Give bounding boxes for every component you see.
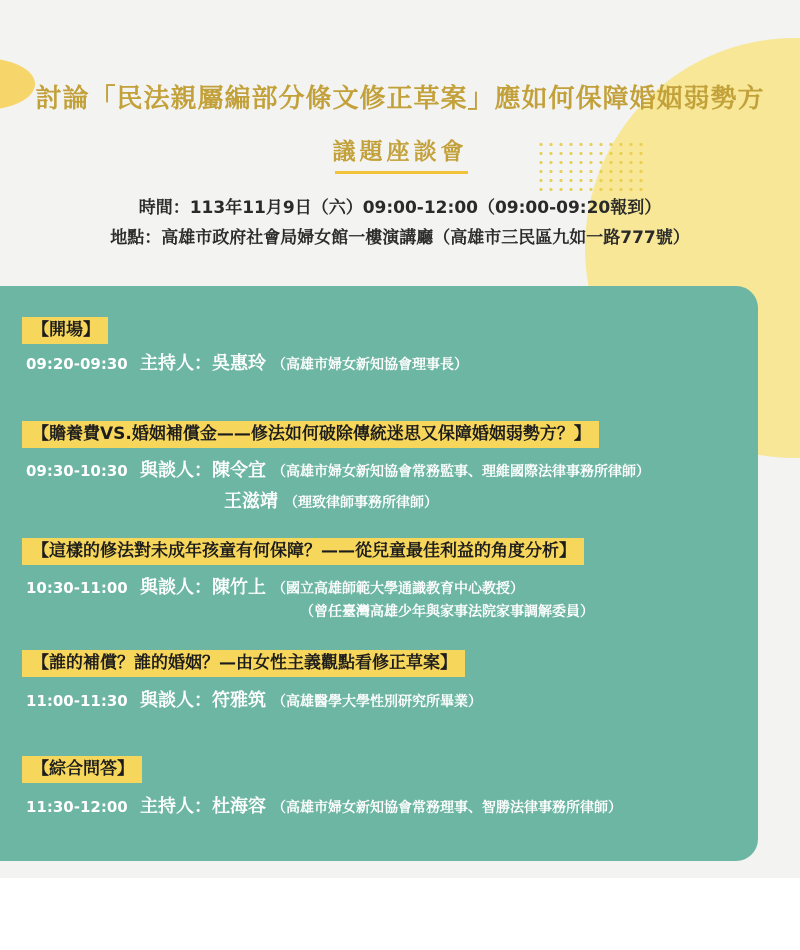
speaker-title: （高雄市婦女新知協會常務理事、智勝法律事務所律師） — [272, 800, 622, 816]
agenda-time: 11:00-11:30 — [26, 692, 128, 710]
event-location: 地點：高雄市政府社會局婦女館一樓演講廳（高雄市三民區九如一路777號） — [110, 228, 690, 248]
speaker-name: 符雅筑 — [212, 690, 266, 711]
speaker-title: （理致律師事務所律師） — [284, 495, 438, 511]
event-time: 時間：113年11月9日（六）09:00-12:00（09:00-09:20報到） — [138, 198, 662, 218]
agenda-row-opening — [26, 349, 468, 375]
event-subtitle: 議題座談會 — [332, 139, 468, 165]
speaker-name: 陳令宜 — [212, 460, 266, 481]
speaker-title: （高雄市婦女新知協會常務監事、理維國際法律事務所律師） — [272, 464, 650, 480]
agenda-row-alimony-second — [224, 487, 438, 513]
agenda-time: 11:30-12:00 — [26, 798, 128, 816]
speaker-title: （高雄市婦女新知協會理事長） — [272, 357, 468, 373]
speaker-title: （國立高雄師範大學通識教育中心教授） — [272, 581, 524, 597]
section-heading-opening: 【開場】 — [22, 317, 108, 344]
agenda-row-feminism — [26, 686, 482, 712]
agenda-time: 09:20-09:30 — [26, 355, 128, 373]
section-heading-feminism: 【誰的補償？誰的婚姻？—由女性主義觀點看修正草案】 — [22, 650, 465, 677]
speaker-name: 王滋靖 — [224, 491, 278, 512]
subtitle-underline — [335, 171, 468, 174]
agenda-role: 與談人： — [140, 690, 212, 711]
agenda-role: 與談人： — [140, 460, 212, 481]
speaker-title-secondary: （曾任臺灣高雄少年與家事法院家事調解委員） — [300, 604, 594, 620]
agenda-row-children — [26, 573, 524, 599]
speaker-title: （高雄醫學大學性別研究所畢業） — [272, 694, 482, 710]
section-heading-qa: 【綜合問答】 — [22, 756, 142, 783]
event-title: 討論「民法親屬編部分條文修正草案」應如何保障婚姻弱勢方 — [35, 84, 765, 114]
agenda-role: 與談人： — [140, 577, 212, 598]
section-heading-children: 【這樣的修法對未成年孩童有何保障？——從兒童最佳利益的角度分析】 — [22, 538, 584, 565]
agenda-time: 09:30-10:30 — [26, 462, 128, 480]
speaker-name: 杜海容 — [212, 796, 266, 817]
agenda-time: 10:30-11:00 — [26, 579, 128, 597]
speaker-name: 陳竹上 — [212, 577, 266, 598]
agenda-row-alimony — [26, 456, 650, 482]
agenda-role: 主持人： — [140, 353, 212, 374]
speaker-name: 吳惠玲 — [212, 353, 266, 374]
agenda-role: 主持人： — [140, 796, 212, 817]
section-heading-alimony: 【贍養費VS.婚姻補償金——修法如何破除傳統迷思又保障婚姻弱勢方？】 — [22, 421, 599, 448]
agenda-row-qa — [26, 792, 622, 818]
